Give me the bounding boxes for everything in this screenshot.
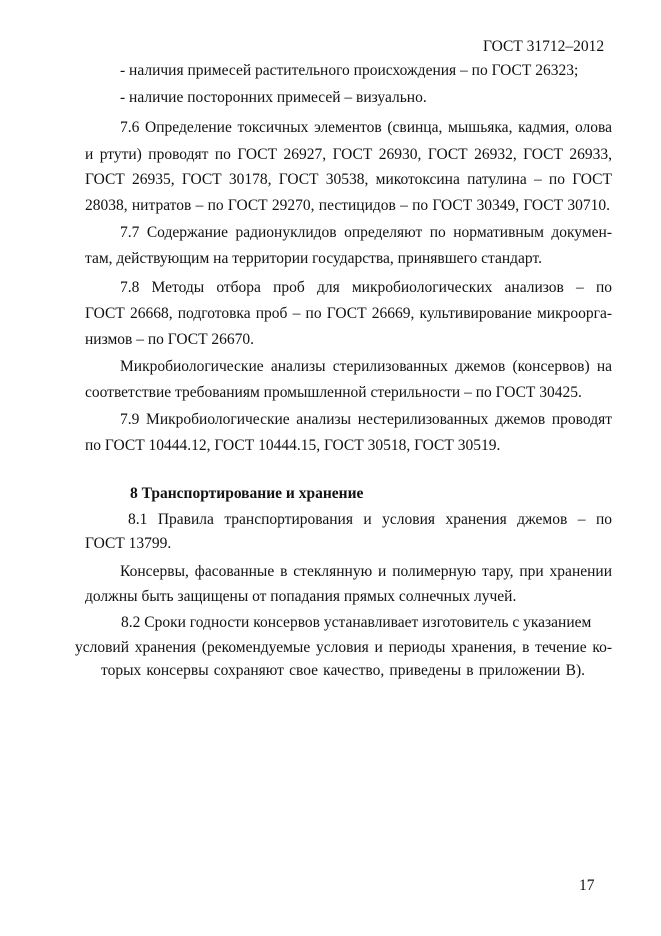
text-line: там, действующим на территории государства, принявшего стандарт. bbox=[85, 250, 542, 267]
text-line: по ГОСТ 10444.12, ГОСТ 10444.15, ГОСТ 30518, ГОСТ 30519. bbox=[85, 437, 501, 454]
text-line: ГОСТ 13799. bbox=[85, 535, 172, 552]
text-line: Микробиологические анализы стерилизованных джемов (консервов) на bbox=[120, 358, 612, 375]
page-number: 17 bbox=[579, 877, 595, 894]
text-line: 7.7 Содержание радионуклидов определяют по нормативным докумен- bbox=[120, 224, 612, 241]
text-line: - наличия примесей растительного происхождения – по ГОСТ 26323; bbox=[120, 62, 579, 79]
text-line: низмов – по ГОСТ 26670. bbox=[85, 331, 255, 348]
text-line: торых консервы сохраняют свое качество, приведены в приложении В). bbox=[101, 662, 585, 679]
text-line: 28038, нитратов – по ГОСТ 29270, пестицидов – по ГОСТ 30349, ГОСТ 30710. bbox=[85, 197, 610, 214]
text-line: 8.2 Сроки годности консервов устанавливает изготовитель с указанием bbox=[121, 614, 592, 631]
text-line: и ртути) проводят по ГОСТ 26927, ГОСТ 26930, ГОСТ 26932, ГОСТ 26933, bbox=[85, 146, 612, 163]
text-line: должны быть защищены от попадания прямых солнечных лучей. bbox=[85, 588, 517, 605]
text-line: соответствие требованиям промышленной стерильности – по ГОСТ 30425. bbox=[85, 384, 582, 401]
text-line: 7.8 Методы отбора проб для микробиологических анализов – по bbox=[120, 279, 612, 296]
document-header-id: ГОСТ 31712–2012 bbox=[483, 38, 605, 55]
text-line: ГОСТ 26668, подготовка проб – по ГОСТ 26669, культивирование микроорга- bbox=[85, 305, 612, 322]
text-line: 8.1 Правила транспортирования и условия хранения джемов – по bbox=[128, 511, 612, 528]
text-line: 7.6 Определение токсичных элементов (свинца, мышьяка, кадмия, олова bbox=[120, 119, 612, 136]
text-line: Консервы, фасованные в стеклянную и полимерную тару, при хранении bbox=[120, 563, 612, 580]
section-heading: 8 Транспортирование и хранение bbox=[130, 485, 364, 502]
text-line: - наличие посторонних примесей – визуально. bbox=[120, 89, 427, 106]
text-line: ГОСТ 26935, ГОСТ 30178, ГОСТ 30538, микотоксина патулина – по ГОСТ bbox=[85, 171, 612, 188]
text-line: 7.9 Микробиологические анализы нестерилизованных джемов проводят bbox=[120, 411, 612, 428]
text-line: условий хранения (рекомендуемые условия и периоды хранения, в течение ко- bbox=[75, 639, 612, 656]
